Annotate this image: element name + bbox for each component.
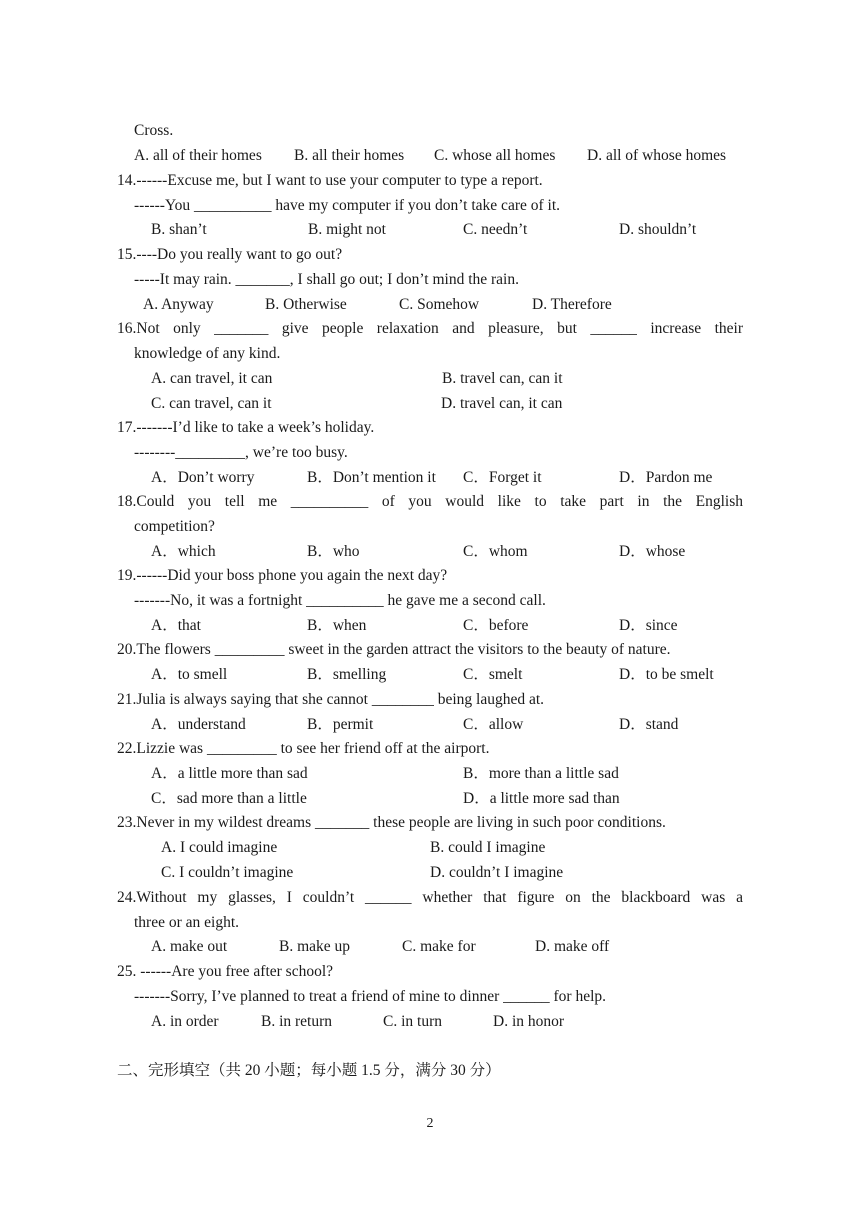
question-17-reply: --------_________, we’re too busy. (134, 444, 348, 461)
question-15-reply: -----It may rain. _______, I shall go out; I don’t mind the rain. (134, 271, 519, 288)
q23-option-c: C. I couldn’t imagine (161, 864, 294, 881)
question-24-stem: 24.Without my glasses, I couldn’t ______ whether that figure on the blackboard was a (117, 889, 743, 906)
q20-option-d: D．to be smelt (619, 666, 714, 683)
question-21-stem: 21.Julia is always saying that she cannot ________ being laughed at. (117, 691, 545, 708)
q15-option-d: D. Therefore (532, 296, 612, 313)
q16-option-c: C. can travel, can it (151, 395, 272, 412)
q23-option-d: D. couldn’t I imagine (430, 864, 564, 881)
q23-option-a: A. I could imagine (161, 839, 278, 856)
q16-option-d: D. travel can, it can (441, 395, 563, 412)
question-22-stem: 22.Lizzie was _________ to see her friend off at the airport. (117, 740, 490, 757)
q24-option-c: C. make for (402, 938, 476, 955)
q19-option-a: A．that (151, 617, 201, 634)
q13-option-b: B. all their homes (294, 147, 405, 164)
question-18-stem-cont: competition? (134, 518, 215, 535)
q20-option-a: A．to smell (151, 666, 228, 683)
q20-option-b: B．smelling (307, 666, 387, 683)
q16-option-a: A. can travel, it can (151, 370, 273, 387)
q13-option-d: D. all of whose homes (587, 147, 727, 164)
q24-option-a: A. make out (151, 938, 228, 955)
q14-option-b: B. might not (308, 221, 386, 238)
q23-option-b: B. could I imagine (430, 839, 546, 856)
q18-option-c: C．whom (463, 543, 528, 560)
q24-option-d: D. make off (535, 938, 610, 955)
section-heading: 二、完形填空（共 20 小题；每小题 1.5 分，满分 30 分） (117, 1062, 501, 1079)
q25-option-c: C. in turn (383, 1013, 442, 1030)
question-18-stem: 18.Could you tell me __________ of you would like to take part in the English (117, 493, 743, 510)
q22-option-b: B．more than a little sad (463, 765, 619, 782)
q25-option-d: D. in honor (493, 1013, 565, 1030)
question-14-stem: 14.------Excuse me, but I want to use your computer to type a report. (117, 172, 543, 189)
q18-option-a: A．which (151, 543, 216, 560)
q21-option-b: B．permit (307, 716, 374, 733)
question-19-reply: -------No, it was a fortnight __________ he gave me a second call. (134, 592, 546, 609)
question-14-reply: ------You __________ have my computer if you don’t take care of it. (134, 197, 561, 214)
question-25-reply: -------Sorry, I’ve planned to treat a friend of mine to dinner ______ for help. (134, 988, 607, 1005)
q13-option-a: A. all of their homes (134, 147, 262, 164)
q22-option-c: C．sad more than a little (151, 790, 307, 807)
q21-option-d: D．stand (619, 716, 679, 733)
q15-option-b: B. Otherwise (265, 296, 347, 313)
q13-option-c: C. whose all homes (434, 147, 556, 164)
page-number: 2 (426, 1116, 434, 1131)
q18-option-d: D．whose (619, 543, 686, 560)
q25-option-b: B. in return (261, 1013, 333, 1030)
question-25-stem: 25. ------Are you free after school? (117, 963, 334, 980)
q20-option-c: C．smelt (463, 666, 523, 683)
q14-option-d: D. shouldn’t (619, 221, 697, 238)
q19-option-c: C．before (463, 617, 529, 634)
q15-option-c: C. Somehow (399, 296, 480, 313)
q17-option-a: A．Don’t worry (151, 469, 255, 486)
q18-option-b: B．who (307, 543, 360, 560)
q17-option-c: C．Forget it (463, 469, 542, 486)
question-19-stem: 19.------Did your boss phone you again the next day? (117, 567, 448, 584)
q14-option-c: C. needn’t (463, 221, 528, 238)
q17-option-b: B．Don’t mention it (307, 469, 436, 486)
question-23-stem: 23.Never in my wildest dreams _______ these people are living in such poor conditions. (117, 814, 666, 831)
question-15-stem: 15.----Do you really want to go out? (117, 246, 343, 263)
q16-option-b: B. travel can, can it (442, 370, 563, 387)
question-17-stem: 17.-------I’d like to take a week’s holiday. (117, 419, 375, 436)
q22-option-a: A．a little more than sad (151, 765, 308, 782)
q25-option-a: A. in order (151, 1013, 219, 1030)
q21-option-a: A．understand (151, 716, 246, 733)
q24-option-b: B. make up (279, 938, 351, 955)
question-20-stem: 20.The flowers _________ sweet in the garden attract the visitors to the beauty of nature. (117, 641, 671, 658)
question-16-stem-cont: knowledge of any kind. (134, 345, 281, 362)
q17-option-d: D．Pardon me (619, 469, 713, 486)
question-24-stem-cont: three or an eight. (134, 914, 240, 931)
q21-option-c: C．allow (463, 716, 524, 733)
q14-option-a: B. shan’t (151, 221, 207, 238)
question-16-stem: 16.Not only _______ give people relaxation and pleasure, but ______ increase their (117, 320, 743, 337)
q22-option-d: D．a little more sad than (463, 790, 620, 807)
question-13-stem-tail: Cross. (134, 122, 174, 139)
q15-option-a: A. Anyway (143, 296, 214, 313)
q19-option-d: D．since (619, 617, 678, 634)
q19-option-b: B．when (307, 617, 367, 634)
